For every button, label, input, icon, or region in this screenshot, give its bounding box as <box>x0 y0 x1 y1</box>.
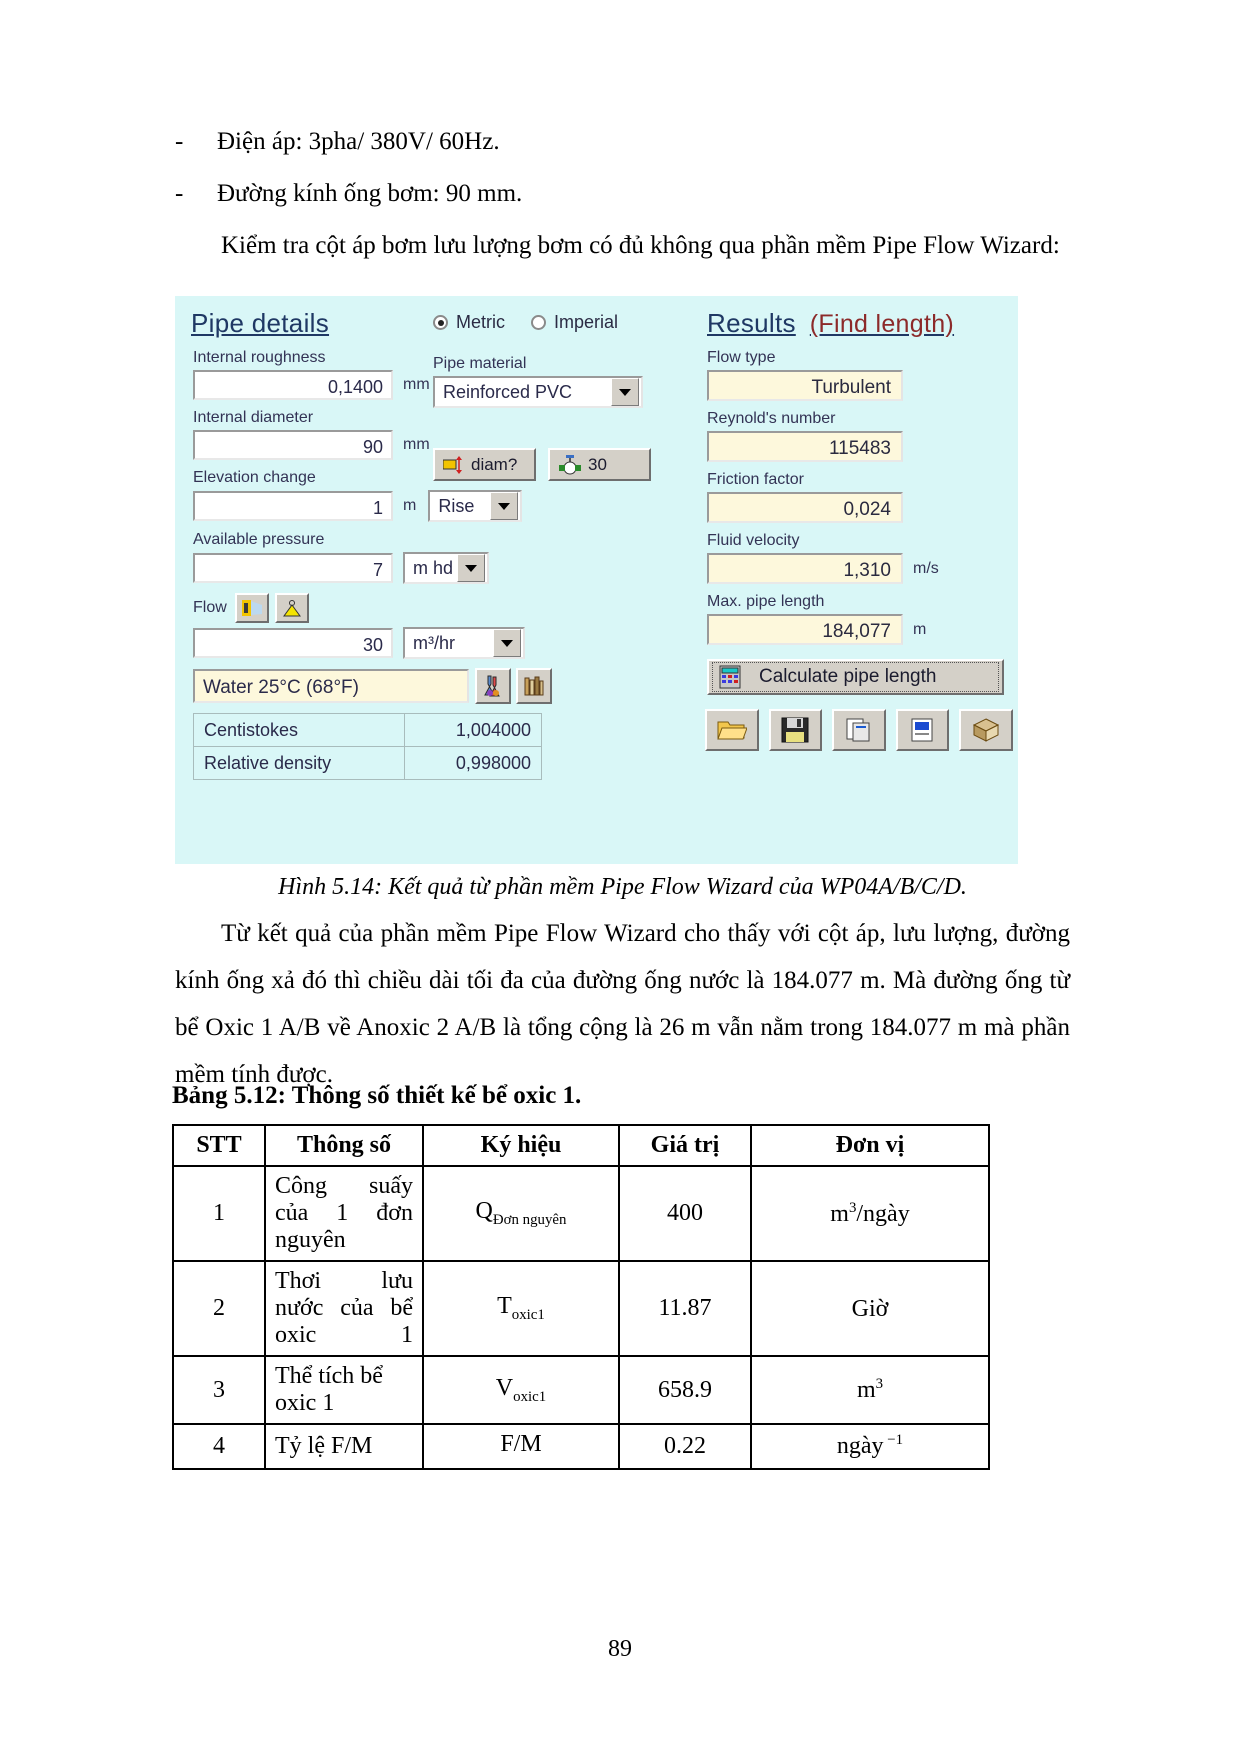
elevation-direction-value: Rise <box>438 495 475 516</box>
flow-direction-icon[interactable] <box>235 593 269 623</box>
elevation-direction-select[interactable] <box>428 490 522 522</box>
fluid-picker-button[interactable] <box>475 668 511 704</box>
pipe-diameter-icon <box>443 455 465 475</box>
flow-unit-select[interactable] <box>403 627 525 659</box>
imperial-label: Imperial <box>554 312 619 332</box>
page-number: 89 <box>608 1636 632 1662</box>
list-item <box>175 118 1070 166</box>
row-parameter: Công suấy của 1 đơn nguyên <box>265 1166 423 1261</box>
row-stt: 4 <box>173 1424 265 1469</box>
flow-input[interactable]: 30 <box>193 628 393 658</box>
document-top-text <box>175 118 1070 269</box>
document-blue-icon <box>909 717 937 743</box>
symbol-main: T <box>497 1293 512 1320</box>
bullet-text: Đường kính ống bơm: 90 mm. <box>217 180 523 207</box>
package-icon <box>972 717 1000 743</box>
metric-radio-option[interactable] <box>433 312 505 333</box>
table-title: Bảng 5.12: Thông số thiết kế bể oxic 1. <box>172 1082 582 1109</box>
row-unit <box>751 1424 989 1469</box>
symbol-subscript: oxic1 <box>513 1388 547 1405</box>
export-button[interactable] <box>959 709 1013 751</box>
books-icon <box>523 675 545 697</box>
diameter-helper-button[interactable] <box>433 448 536 481</box>
reynolds-number-value: 115483 <box>707 431 903 462</box>
row-stt: 1 <box>173 1166 265 1261</box>
pipe-material-column <box>433 304 683 490</box>
row-value: 0.22 <box>619 1424 751 1469</box>
folder-open-icon <box>717 718 747 742</box>
property-name: Relative density <box>194 747 405 780</box>
row-stt: 3 <box>173 1356 265 1424</box>
bullet-dash: - <box>175 128 184 155</box>
calculate-pipe-length-button[interactable] <box>707 659 1004 695</box>
table-row <box>173 1261 989 1356</box>
valve-button-label: 30 <box>588 454 607 474</box>
floppy-disk-icon <box>781 717 809 743</box>
metric-label: Metric <box>456 312 505 332</box>
pipe-material-select[interactable] <box>433 376 643 408</box>
max-pipe-length-value: 184,077 <box>707 614 903 645</box>
column-header-value: Giá trị <box>619 1125 751 1166</box>
table-row <box>194 747 542 780</box>
pipe-material-label: Pipe material <box>433 355 527 372</box>
row-symbol <box>423 1356 619 1424</box>
row-unit <box>751 1261 989 1356</box>
row-value: 400 <box>619 1166 751 1261</box>
row-symbol <box>423 1166 619 1261</box>
symbol-main: Q <box>475 1198 493 1225</box>
calculator-icon <box>719 665 741 689</box>
pipe-details-heading: Pipe details <box>191 308 330 338</box>
body-text-block <box>175 910 1070 1098</box>
radio-off-icon[interactable] <box>531 315 546 330</box>
symbol-main: F/M <box>500 1431 542 1457</box>
flask-icon <box>481 674 505 698</box>
pipe-flow-wizard-screenshot <box>175 296 1018 864</box>
results-panel <box>703 304 1013 751</box>
flow-rate-icon[interactable] <box>275 593 309 623</box>
pipe-material-value: Reinforced PVC <box>443 381 573 402</box>
table-header-row <box>173 1125 989 1166</box>
internal-diameter-input[interactable]: 90 <box>193 430 393 460</box>
diameter-icon <box>443 455 465 475</box>
unit-main: m <box>830 1200 849 1227</box>
row-value: 11.87 <box>619 1261 751 1356</box>
copy-pages-icon <box>845 717 873 743</box>
row-stt: 2 <box>173 1261 265 1356</box>
symbol-subscript: oxic1 <box>511 1306 545 1323</box>
valve-icon <box>558 454 582 475</box>
unit-main: m <box>856 1377 876 1403</box>
property-value: 1,004000 <box>405 714 542 747</box>
diam-button-label: diam? <box>471 454 518 474</box>
column-header-symbol: Ký hiệu <box>423 1125 619 1166</box>
table-row <box>173 1424 989 1469</box>
bullet-text: Điện áp: 3pha/ 380V/ 60Hz. <box>217 128 500 155</box>
reynolds-number-label: Reynold's number <box>707 410 836 427</box>
paste-button[interactable] <box>896 709 950 751</box>
row-parameter: Thơi lưu nước của bể oxic 1 <box>265 1261 423 1356</box>
elevation-change-label: Elevation change <box>193 469 316 486</box>
fluid-velocity-label: Fluid velocity <box>707 532 800 549</box>
results-mode-text: (Find length) <box>809 310 955 338</box>
internal-diameter-unit: mm <box>403 436 430 453</box>
unit-superscript: −1 <box>883 1432 904 1449</box>
elevation-change-unit: m <box>403 497 417 514</box>
chevron-down-icon[interactable] <box>490 492 518 520</box>
fluid-library-button[interactable] <box>516 668 552 704</box>
imperial-radio-option[interactable] <box>531 312 618 333</box>
fluid-velocity-unit: m/s <box>913 559 939 577</box>
row-unit <box>751 1166 989 1261</box>
save-file-button[interactable] <box>769 709 823 751</box>
intro-paragraph: Kiểm tra cột áp bơm lưu lượng bơm có đủ không qua phần mềm Pipe Flow Wizard: <box>221 232 1060 259</box>
row-symbol <box>423 1424 619 1469</box>
friction-factor-value: 0,024 <box>707 492 903 523</box>
results-heading <box>707 308 1013 339</box>
unit-superscript: 3 <box>848 1199 857 1216</box>
internal-roughness-unit: mm <box>403 376 430 393</box>
internal-roughness-input[interactable]: 0,1400 <box>193 370 393 400</box>
flow-type-label: Flow type <box>707 349 776 366</box>
results-heading-text: Results <box>707 308 796 338</box>
fluid-velocity-value: 1,310 <box>707 553 903 584</box>
flow-label: Flow <box>193 599 227 616</box>
cone-icon <box>283 600 301 617</box>
row-unit <box>751 1356 989 1424</box>
flow-unit-value: m³/hr <box>413 632 455 653</box>
flow-type-value: Turbulent <box>707 370 903 401</box>
property-value: 0,998000 <box>405 747 542 780</box>
calculate-button-label: Calculate pipe length <box>759 666 937 687</box>
table-row <box>194 714 542 747</box>
list-item <box>175 170 1070 218</box>
unit-tail: /ngày <box>856 1200 910 1227</box>
open-file-button[interactable] <box>705 709 759 751</box>
available-pressure-input[interactable]: 7 <box>193 553 393 583</box>
internal-roughness-label: Internal roughness <box>193 349 326 366</box>
fluid-name-field[interactable]: Water 25°C (68°F) <box>193 669 469 703</box>
bullet-dash: - <box>175 180 184 207</box>
column-header-stt: STT <box>173 1125 265 1166</box>
chevron-down-icon[interactable] <box>457 554 485 582</box>
fluid-properties-table <box>193 713 542 780</box>
row-value: 658.9 <box>619 1356 751 1424</box>
design-parameters-table <box>172 1124 990 1470</box>
symbol-subscript: Đơn nguyên <box>492 1211 567 1228</box>
column-header-parameter: Thông số <box>265 1125 423 1166</box>
radio-on-icon[interactable] <box>433 315 448 330</box>
row-symbol <box>423 1261 619 1356</box>
unit-main: Giờ <box>851 1295 889 1322</box>
column-header-unit: Đơn vị <box>751 1125 989 1166</box>
figure-caption: Hình 5.14: Kết quả từ phần mềm Pipe Flow Wizard của WP04A/B/C/D. <box>278 874 967 900</box>
available-pressure-unit-value: m hd <box>413 557 454 578</box>
max-pipe-length-label: Max. pipe length <box>707 593 825 610</box>
toolbar <box>705 709 1013 751</box>
property-name: Centistokes <box>194 714 405 747</box>
table-row <box>173 1356 989 1424</box>
friction-factor-label: Friction factor <box>707 471 804 488</box>
chevron-down-icon[interactable] <box>493 629 521 657</box>
symbol-main: V <box>495 1374 514 1401</box>
elevation-change-input[interactable]: 1 <box>193 491 393 521</box>
available-pressure-unit-select[interactable] <box>403 552 489 584</box>
chevron-down-icon[interactable] <box>611 378 639 406</box>
row-parameter: Thể tích bể oxic 1 <box>265 1356 423 1424</box>
available-pressure-label: Available pressure <box>193 531 325 548</box>
unit-superscript: 3 <box>875 1376 884 1392</box>
table-row <box>173 1166 989 1261</box>
internal-diameter-label: Internal diameter <box>193 409 314 426</box>
calculate-button-inner <box>712 662 999 692</box>
copy-button[interactable] <box>832 709 886 751</box>
unit-main: ngày <box>836 1433 884 1460</box>
flow-arrow-icon <box>242 600 262 616</box>
fittings-button[interactable] <box>548 448 651 481</box>
row-parameter: Tỷ lệ F/M <box>265 1424 423 1469</box>
max-pipe-length-unit: m <box>913 620 927 638</box>
body-paragraph: Từ kết quả của phần mềm Pipe Flow Wizard cho thấy với cột áp, lưu lượng, đường kính ống xả đó thì chiều dài tối đa của đường ống nước là 184.077 m. Mà đường ống từ bể Oxic 1 A/B về Anoxic 2 A/B là tổng cộng là 26 m vẫn nằm trong 184.077 m mà phần mềm tính được. <box>175 920 1070 1088</box>
valve-icon <box>558 454 582 475</box>
